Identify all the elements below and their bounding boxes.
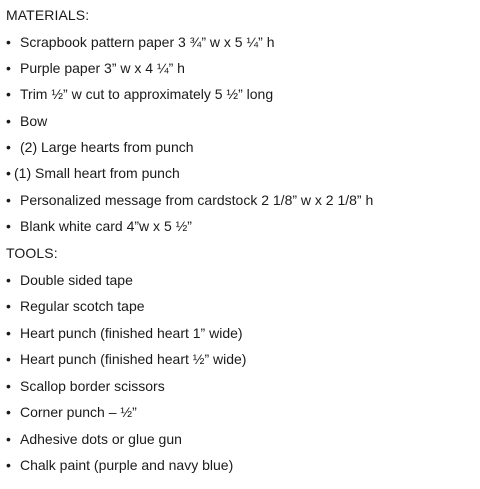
list-item-text: Purple paper 3” w x 4 ¼” h — [20, 60, 185, 76]
bullet: • — [6, 431, 11, 447]
bullet: • — [6, 298, 11, 314]
list-item — [6, 113, 47, 129]
list-item-text: Trim ½” w cut to approximately 5 ½” long — [20, 86, 274, 102]
list-item-text: (1) Small heart from punch — [14, 165, 180, 181]
list-item — [6, 378, 165, 394]
list-item-text: (2) Large hearts from punch — [20, 139, 194, 155]
list-item — [6, 34, 274, 50]
list-item-text: Double sided tape — [20, 272, 133, 288]
bullet: • — [6, 113, 11, 129]
list-item-text: Scallop border scissors — [20, 378, 165, 394]
list-item-text: Adhesive dots or glue gun — [20, 431, 182, 447]
bullet: • — [6, 60, 11, 76]
list-item — [6, 86, 273, 102]
list-item-text: Corner punch – ½” — [20, 404, 137, 420]
bullet: • — [6, 165, 11, 181]
bullet: • — [6, 404, 11, 420]
list-item — [6, 404, 137, 420]
list-item — [6, 431, 182, 447]
list-item — [6, 60, 185, 76]
bullet: • — [6, 86, 11, 102]
list-item-text: Bow — [20, 113, 48, 129]
list-item-text: Heart punch (finished heart ½” wide) — [20, 351, 247, 367]
list-item — [6, 139, 194, 155]
list-item — [6, 457, 233, 473]
bullet: • — [6, 351, 11, 367]
list-item-text: Regular scotch tape — [20, 298, 145, 314]
bullet: • — [6, 325, 11, 341]
tools-heading: TOOLS: — [6, 245, 58, 261]
bullet: • — [6, 139, 11, 155]
list-item — [6, 325, 243, 341]
list-item-text: Chalk paint (purple and navy blue) — [20, 457, 234, 473]
materials-heading: MATERIALS: — [6, 7, 90, 23]
list-item-text: Blank white card 4”w x 5 ½” — [20, 218, 192, 234]
list-item-text: Heart punch (finished heart 1” wide) — [20, 325, 243, 341]
list-item — [6, 218, 192, 234]
list-item-text: Personalized message from cardstock 2 1/8” w x 2 1/8” h — [20, 192, 374, 208]
list-item — [6, 165, 180, 181]
list-item — [6, 272, 133, 288]
bullet: • — [6, 34, 11, 50]
bullet: • — [6, 272, 11, 288]
bullet: • — [6, 218, 11, 234]
list-item — [6, 351, 246, 367]
bullet: • — [6, 457, 11, 473]
bullet: • — [6, 192, 11, 208]
list-item-text: Scrapbook pattern paper 3 ¾” w x 5 ¼” h — [20, 34, 275, 50]
list-item — [6, 192, 373, 208]
bullet: • — [6, 378, 11, 394]
list-item — [6, 298, 145, 314]
